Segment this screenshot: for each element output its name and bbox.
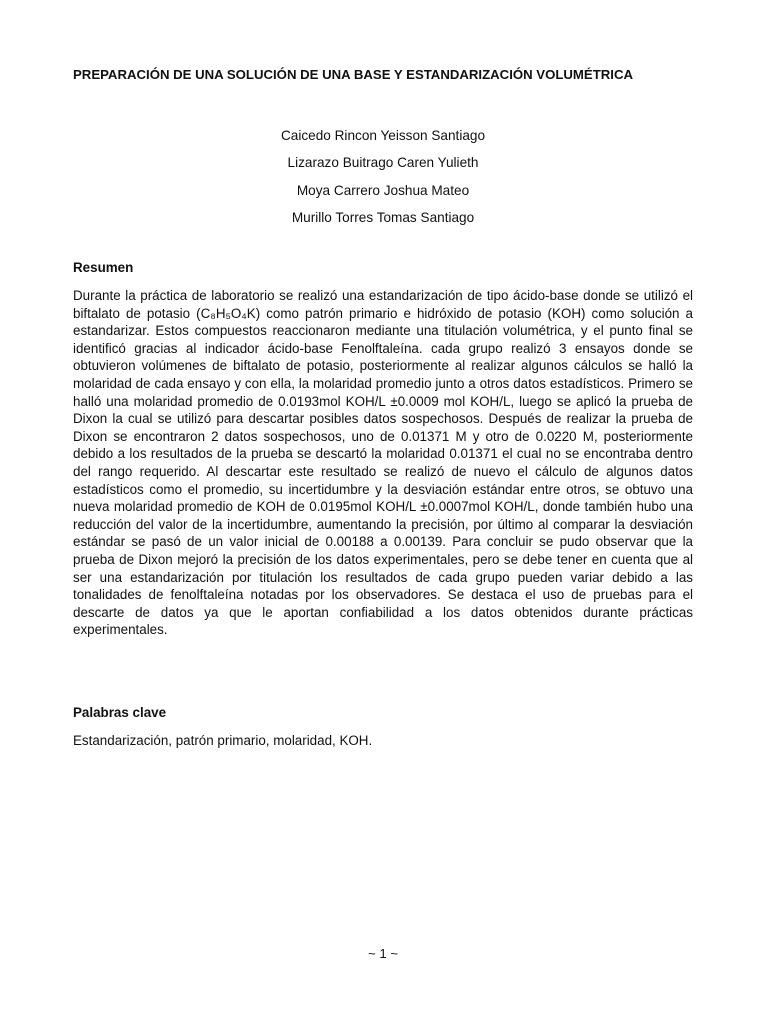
abstract-text: Durante la práctica de laboratorio se realizó una estandarización de tipo ácido-base donde se utilizó el biftalato de potasio (C₈H₅O₄K) como patrón primario e hidróxido de potasio (KOH) como solución a estandarizar. Estos compuestos reaccionaron mediante una titulación volumétrica, y el punto final se identificó gracias al indicador ácido-base Fenolftaleína. cada grupo realizó 3 ensayos donde se obtuvieron volúmenes de biftalato de potasio, posteriormente al realizar algunos cálculos se halló la molaridad de cada ensayo y con ella, la molaridad promedio junto a otros datos estadísticos. Primero se halló una molaridad promedio de 0.0193mol KOH/L ±0.0009 mol KOH/L, luego se aplicó la prueba de Dixon la cual se utilizó para descartar posibles datos sospechosos. Después de realizar la prueba de Dixon se encontraron 2 datos sospechosos, uno de 0.01371 M y otro de 0.0220 M, posteriormente debido a los resultados de la prueba se descartó la molaridad 0.01371 el cual no se encontraba dentro del rango requerido. Al descartar este resultado se realizó de nuevo el cálculo de algunos datos estadísticos como el promedio, su incertidumbre y la desviación estándar entre otros, se obtuvo una nueva molaridad promedio de KOH de 0.0195mol KOH/L ±0.0007mol KOH/L, donde también hubo una reducción del valor de la incertidumbre, aumentando la precisión, por último al comparar la desviación estándar se pasó de un valor inicial de 0.00188 a 0.00139. Para concluir se pudo observar que la prueba de Dixon mejoró la precisión de los datos experimentales, pero se debe tener en cuenta que al ser una estandarización por titulación los resultados de cada grupo pueden variar debido a las tonalidades de fenolftaleína notadas por los observadores. Se destaca el uso de pruebas para el descarte de datos ya que le aportan confiabilidad a los datos obtenidos durante prácticas experimentales.	[73, 288, 693, 638]
page-number: ~ 1 ~	[367, 946, 399, 961]
document-page	[73, 0, 693, 1024]
author-name: Lizarazo Buitrago Caren Yulieth	[287, 155, 479, 171]
author-name: Caicedo Rincon Yeisson Santiago	[280, 128, 486, 143]
document-title: PREPARACIÓN DE UNA SOLUCIÓN DE UNA BASE Y ESTANDARIZACIÓN VOLUMÉTRICA	[73, 67, 634, 82]
abstract-heading: Resumen	[73, 260, 134, 275]
author-name: Moya Carrero Joshua Mateo	[296, 182, 470, 198]
author-name: Murillo Torres Tomas Santiago	[291, 209, 475, 225]
keywords-heading: Palabras clave	[73, 705, 167, 720]
keywords-text: Estandarización, patrón primario, molaridad, KOH.	[73, 733, 373, 748]
author-list	[73, 122, 693, 231]
